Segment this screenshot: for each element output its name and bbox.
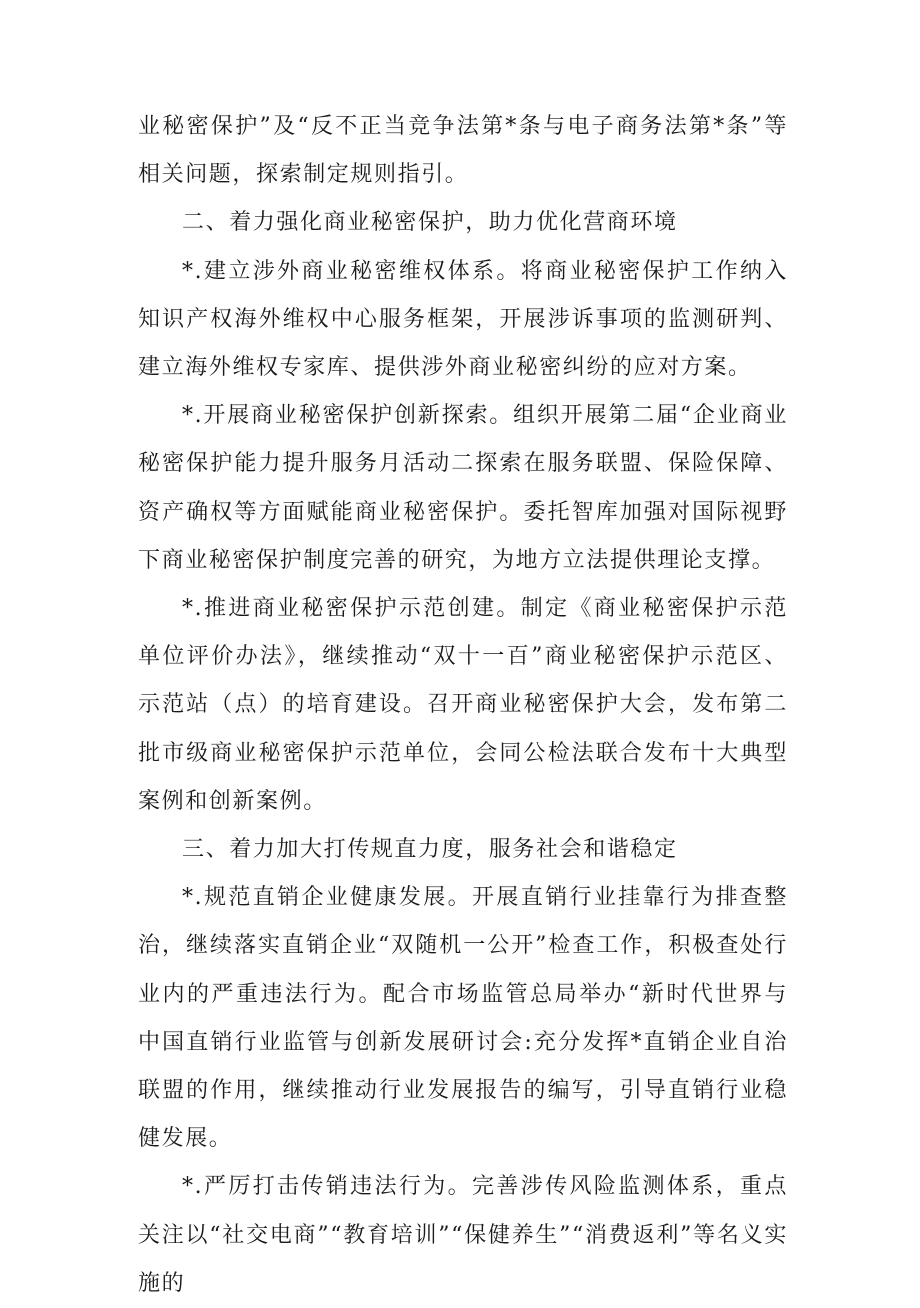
paragraph-continuation: 业秘密保护”及“反不正当竞争法第*条与电子商务法第*条”等相关问题，探索制定规则指引。 (138, 114, 788, 188)
section-heading-3: 三、着力加大打传规直力度，服务社会和谐稳定 (182, 837, 678, 863)
document-body (138, 103, 788, 1308)
paragraph-foreign-trade-secret: *.建立涉外商业秘密维权体系。将商业秘密保护工作纳入知识产权海外维权中心服务框架，开展涉诉事项的监测研判、建立海外维权专家库、提供涉外商业秘密纠纷的应对方案。 (138, 258, 788, 381)
paragraph-demonstration: *.推进商业秘密保护示范创建。制定《商业秘密保护示范单位评价办法》，继续推动“双十一百”商业秘密保护示范区、示范站（点）的培育建设。召开商业秘密保护大会，发布第二批市级商业秘密保护示范单位，会同公检法联合发布十大典型案例和创新案例。 (138, 596, 788, 814)
paragraph-innovation-exploration: *.开展商业秘密保护创新探索。组织开展第二届“企业商业秘密保护能力提升服务月活动二探索在服务联盟、保险保障、资产确权等方面赋能商业秘密保护。委托智库加强对国际视野下商业秘密保护制度完善的研究，为地方立法提供理论支撑。 (138, 403, 788, 573)
paragraph-direct-selling: *.规范直销企业健康发展。开展直销行业挂靠行为排查整治，继续落实直销企业“双随机一公开”检查工作，积极查处行业内的严重违法行为。配合市场监管总局举办“新时代世界与中国直销行业监管与创新发展研讨会:充分发挥*直销企业自治联盟的作用，继续推动行业发展报告的编写，引导直销行业稳健发展。 (138, 885, 788, 1152)
paragraph-pyramid-selling: *.严厉打击传销违法行为。完善涉传风险监测体系，重点关注以“社交电商”“教育培训”“保健养生”“消费返利”等名义实施的 (138, 1174, 788, 1296)
section-heading-2: 二、着力强化商业秘密保护，助力优化营商环境 (182, 210, 678, 236)
